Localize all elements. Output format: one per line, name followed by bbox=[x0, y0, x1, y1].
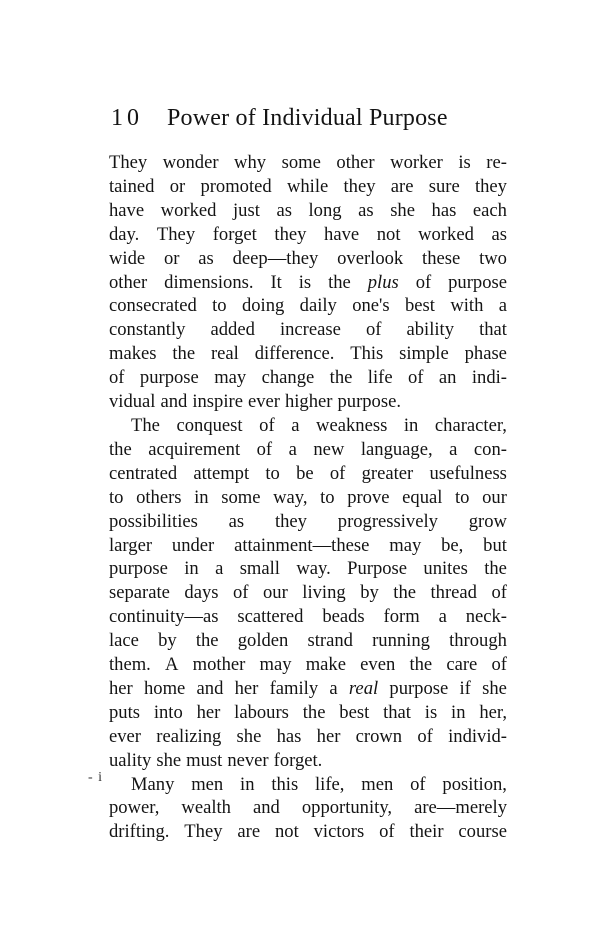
word: course bbox=[458, 821, 507, 843]
word: the bbox=[328, 271, 351, 293]
word: of bbox=[410, 773, 426, 795]
word: she bbox=[482, 677, 507, 699]
word: separate bbox=[109, 582, 170, 604]
word: some bbox=[281, 152, 321, 173]
word: daily bbox=[299, 295, 337, 317]
text-line bbox=[109, 294, 507, 318]
word: lace bbox=[109, 630, 139, 652]
word: of bbox=[329, 462, 346, 484]
word: by bbox=[158, 630, 177, 652]
word: may bbox=[259, 654, 292, 676]
word: under bbox=[171, 534, 215, 556]
word: the bbox=[329, 367, 353, 389]
word: life bbox=[367, 367, 393, 389]
word: our bbox=[482, 486, 507, 508]
text-line bbox=[109, 342, 507, 366]
word: in bbox=[240, 773, 255, 795]
text-line bbox=[109, 773, 507, 797]
word: ever bbox=[109, 725, 141, 747]
word: scattered bbox=[237, 606, 304, 628]
word: best bbox=[339, 701, 370, 723]
text-line bbox=[109, 653, 507, 677]
word: they bbox=[343, 175, 376, 197]
word: even bbox=[360, 654, 396, 676]
word: may bbox=[389, 534, 422, 556]
word: the bbox=[409, 654, 433, 676]
word: be bbox=[296, 462, 314, 484]
text-line bbox=[109, 796, 507, 820]
word: power, bbox=[109, 797, 160, 819]
word: in bbox=[451, 701, 466, 723]
word: promoted bbox=[200, 175, 272, 197]
word: that bbox=[383, 701, 411, 723]
body-text bbox=[109, 151, 507, 844]
word: constantly bbox=[109, 319, 186, 341]
text-line bbox=[109, 725, 507, 749]
text-line bbox=[109, 223, 507, 247]
word: overlook bbox=[337, 247, 404, 269]
word: dimensions. bbox=[164, 271, 254, 293]
word: days bbox=[184, 582, 219, 604]
word: home bbox=[143, 677, 186, 699]
word: through bbox=[449, 630, 507, 652]
word: to bbox=[212, 295, 227, 317]
word: her bbox=[196, 701, 221, 723]
word: attempt bbox=[193, 462, 250, 484]
word: indi- bbox=[471, 367, 507, 389]
word: them. bbox=[109, 654, 151, 676]
word: running bbox=[372, 630, 430, 652]
word: her bbox=[234, 677, 259, 699]
word: as bbox=[358, 199, 374, 221]
word: in bbox=[194, 486, 209, 508]
text-line bbox=[109, 414, 507, 438]
word: why bbox=[234, 152, 267, 173]
word: new bbox=[313, 438, 345, 460]
word: day. bbox=[109, 223, 140, 245]
word: continuity—as bbox=[109, 606, 219, 628]
word: the bbox=[109, 438, 132, 460]
word: best bbox=[405, 295, 435, 317]
word: to bbox=[265, 462, 280, 484]
word: possibilities bbox=[109, 510, 198, 532]
word: of bbox=[256, 438, 273, 460]
word: men bbox=[361, 773, 394, 795]
text-line bbox=[109, 462, 507, 486]
page-number: 10 bbox=[111, 105, 143, 131]
word: strand bbox=[307, 630, 353, 652]
word: and bbox=[252, 797, 280, 819]
word: of bbox=[233, 582, 249, 604]
word: with bbox=[450, 295, 484, 317]
word: two bbox=[479, 247, 507, 269]
word: a bbox=[498, 295, 507, 317]
word: never bbox=[227, 749, 269, 771]
word: They bbox=[156, 223, 196, 245]
word: a bbox=[288, 438, 297, 460]
word: to bbox=[109, 486, 124, 508]
word: grow bbox=[468, 510, 507, 532]
word: neck- bbox=[465, 606, 507, 628]
text-line bbox=[109, 318, 507, 342]
word: equal bbox=[402, 486, 443, 508]
word: higher bbox=[284, 391, 333, 413]
word: victors bbox=[313, 821, 365, 843]
word: labours bbox=[234, 701, 289, 723]
word: they bbox=[274, 510, 307, 532]
text-line bbox=[109, 151, 507, 175]
word: and bbox=[196, 677, 224, 699]
word: Purpose bbox=[347, 558, 408, 580]
word: are bbox=[390, 175, 414, 197]
word: to bbox=[455, 486, 470, 508]
word: opportunity, bbox=[301, 797, 393, 819]
word: wealth bbox=[181, 797, 231, 819]
word: centrated bbox=[109, 462, 178, 484]
word: long bbox=[308, 199, 342, 221]
page-header bbox=[111, 101, 531, 135]
word: doing bbox=[241, 295, 285, 317]
word: ever bbox=[247, 391, 280, 413]
word: larger bbox=[109, 534, 153, 556]
word: of bbox=[259, 414, 275, 436]
word: just bbox=[233, 199, 260, 221]
word: weakness bbox=[316, 414, 388, 436]
word: the bbox=[172, 343, 196, 365]
word: her bbox=[316, 725, 341, 747]
word: the bbox=[484, 558, 507, 580]
word: while bbox=[286, 175, 329, 197]
word: this bbox=[271, 773, 299, 795]
word: worker bbox=[390, 152, 443, 173]
text-line bbox=[109, 581, 507, 605]
word: of bbox=[415, 271, 432, 293]
word: care bbox=[446, 654, 478, 676]
word: forget bbox=[212, 223, 257, 245]
text-line bbox=[109, 677, 507, 701]
word: she bbox=[390, 199, 415, 221]
word: she bbox=[156, 749, 182, 771]
word: or bbox=[163, 247, 180, 269]
word: This bbox=[350, 343, 384, 365]
text-line bbox=[109, 820, 507, 844]
word: puts bbox=[109, 701, 140, 723]
word: prove bbox=[347, 486, 390, 508]
word: the bbox=[195, 630, 219, 652]
word: difference. bbox=[254, 343, 335, 365]
text-line bbox=[109, 486, 507, 510]
word: an bbox=[438, 367, 457, 389]
word: ability bbox=[406, 319, 455, 341]
word: real bbox=[210, 343, 239, 365]
word: wonder bbox=[162, 152, 219, 173]
word: into bbox=[153, 701, 183, 723]
word: uality bbox=[109, 749, 152, 771]
word: worked bbox=[160, 199, 217, 221]
word: by bbox=[360, 582, 379, 604]
word: but bbox=[483, 534, 507, 556]
word: The bbox=[131, 414, 160, 436]
word: purpose. bbox=[337, 391, 401, 413]
word: phase bbox=[464, 343, 507, 365]
word: of bbox=[365, 319, 382, 341]
word: be, bbox=[441, 534, 464, 556]
text-line bbox=[109, 199, 507, 223]
word: a bbox=[438, 606, 447, 628]
word: mother bbox=[192, 654, 246, 676]
word: A bbox=[165, 654, 179, 676]
word: conquest bbox=[176, 414, 243, 436]
word: wide bbox=[109, 247, 146, 269]
word: added bbox=[210, 319, 255, 341]
word: real bbox=[348, 677, 379, 699]
word: change bbox=[261, 367, 315, 389]
word: a bbox=[291, 414, 300, 436]
word: our bbox=[263, 582, 288, 604]
word: must bbox=[186, 749, 223, 771]
word: that bbox=[479, 319, 507, 341]
running-title: Power of Individual Purpose bbox=[167, 105, 448, 131]
word: they bbox=[474, 175, 507, 197]
word: she bbox=[236, 725, 262, 747]
word: as bbox=[276, 199, 292, 221]
word: attainment—these bbox=[234, 534, 370, 556]
word: are—merely bbox=[414, 797, 507, 819]
word: thread bbox=[430, 582, 477, 604]
word: crown bbox=[355, 725, 403, 747]
text-line bbox=[109, 390, 507, 414]
word: these bbox=[422, 247, 461, 269]
word: purpose bbox=[109, 558, 168, 580]
word: make bbox=[305, 654, 346, 676]
word: purpose bbox=[139, 367, 199, 389]
word: increase bbox=[279, 319, 341, 341]
text-line bbox=[109, 247, 507, 271]
word: and bbox=[160, 391, 188, 413]
word: vidual bbox=[109, 391, 156, 413]
word: as bbox=[491, 223, 507, 245]
word: drifting. bbox=[109, 821, 170, 843]
word: forget. bbox=[273, 749, 323, 771]
word: their bbox=[409, 821, 444, 843]
word: if bbox=[459, 677, 471, 699]
word: not bbox=[274, 821, 299, 843]
word: other bbox=[336, 152, 375, 173]
word: It bbox=[270, 271, 282, 293]
word: individ- bbox=[448, 725, 507, 747]
word: the bbox=[302, 701, 326, 723]
word: in bbox=[184, 558, 199, 580]
word: life, bbox=[315, 773, 345, 795]
word: has bbox=[431, 199, 457, 221]
word: other bbox=[109, 271, 148, 293]
word: her bbox=[109, 677, 133, 699]
word: of bbox=[379, 821, 395, 843]
word: family bbox=[269, 677, 319, 699]
word: character, bbox=[434, 414, 507, 436]
word: position, bbox=[442, 773, 507, 795]
word: have bbox=[324, 223, 360, 245]
word: way, bbox=[273, 486, 308, 508]
word: the bbox=[393, 582, 416, 604]
word: to bbox=[320, 486, 335, 508]
text-line bbox=[109, 175, 507, 199]
text-line bbox=[109, 271, 507, 295]
word: a bbox=[215, 558, 224, 580]
word: greater bbox=[361, 462, 414, 484]
text-line bbox=[109, 438, 507, 462]
word: way. bbox=[296, 558, 331, 580]
word: men bbox=[191, 773, 224, 795]
word: others bbox=[136, 486, 182, 508]
word: purpose bbox=[389, 677, 449, 699]
text-line bbox=[109, 749, 507, 773]
word: of bbox=[407, 367, 424, 389]
word: inspire bbox=[192, 391, 243, 413]
word: are bbox=[237, 821, 261, 843]
text-line bbox=[109, 605, 507, 629]
word: form bbox=[383, 606, 420, 628]
word: plus bbox=[367, 271, 399, 293]
word: as bbox=[228, 510, 245, 532]
word: They bbox=[109, 152, 148, 173]
word: or bbox=[169, 175, 186, 197]
word: tained bbox=[109, 175, 155, 197]
word: golden bbox=[237, 630, 289, 652]
text-line bbox=[109, 701, 507, 725]
word: of bbox=[491, 582, 507, 604]
word: a bbox=[329, 677, 338, 699]
word: is bbox=[298, 271, 312, 293]
word: unites bbox=[423, 558, 468, 580]
word: living bbox=[302, 582, 346, 604]
word: her, bbox=[479, 701, 507, 723]
word: usefulness bbox=[429, 462, 507, 484]
word: a bbox=[449, 438, 458, 460]
word: each bbox=[472, 199, 507, 221]
text-line bbox=[109, 557, 507, 581]
word: Many bbox=[131, 773, 175, 795]
word: not bbox=[376, 223, 401, 245]
word: of bbox=[417, 725, 433, 747]
word: acquirement bbox=[148, 438, 241, 460]
word: beads bbox=[322, 606, 365, 628]
margin-mark: - i bbox=[88, 770, 104, 785]
word: small bbox=[239, 558, 280, 580]
word: some bbox=[221, 486, 261, 508]
text-line bbox=[109, 629, 507, 653]
word: they bbox=[274, 223, 307, 245]
word: deep—they bbox=[232, 247, 319, 269]
word: con- bbox=[473, 438, 507, 460]
text-line bbox=[109, 510, 507, 534]
word: is bbox=[458, 152, 471, 173]
word: of bbox=[491, 654, 507, 676]
word: has bbox=[276, 725, 302, 747]
word: realizing bbox=[156, 725, 222, 747]
text-line bbox=[109, 534, 507, 558]
word: as bbox=[198, 247, 214, 269]
word: makes bbox=[109, 343, 157, 365]
word: language, bbox=[360, 438, 433, 460]
word: may bbox=[214, 367, 247, 389]
word: in bbox=[403, 414, 419, 436]
word: consecrated bbox=[109, 295, 197, 317]
word: re- bbox=[486, 152, 507, 173]
word: one's bbox=[352, 295, 390, 317]
word: have bbox=[109, 199, 145, 221]
word: progressively bbox=[337, 510, 438, 532]
text-line bbox=[109, 366, 507, 390]
word: worked bbox=[418, 223, 474, 245]
word: sure bbox=[428, 175, 460, 197]
word: simple bbox=[399, 343, 449, 365]
word: They bbox=[184, 821, 223, 843]
word: is bbox=[424, 701, 438, 723]
word: of bbox=[109, 367, 125, 389]
word: purpose bbox=[448, 271, 507, 293]
